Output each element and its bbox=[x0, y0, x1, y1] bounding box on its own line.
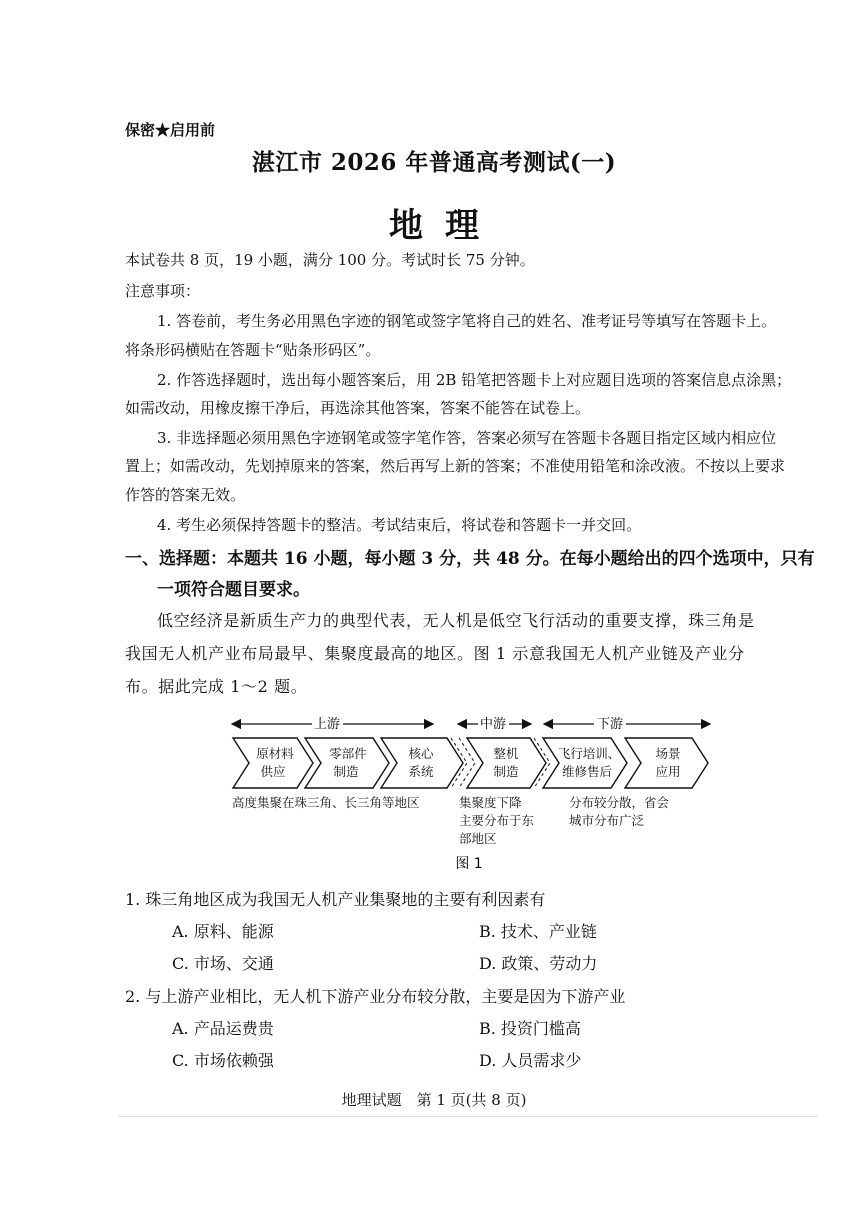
notice-line: 4. 考生必须保持答题卡的整洁。考试结束后，将试卷和答题卡一并交回。 bbox=[157, 516, 642, 534]
notice-heading: 注意事项： bbox=[125, 282, 201, 300]
box-label: 制造 bbox=[333, 764, 359, 779]
answer-option: A. 原料、能源 bbox=[172, 922, 274, 941]
midstream-note: 主要分布于东 bbox=[459, 813, 535, 828]
box-label: 飞行培训、 bbox=[557, 746, 621, 761]
midstream-note: 集聚度下降 bbox=[459, 795, 522, 810]
question-stem: 1. 珠三角地区成为我国无人机产业集聚地的主要有利因素有 bbox=[125, 890, 546, 909]
downstream-note: 城市分布广泛 bbox=[569, 813, 645, 828]
notice-line: 将条形码横贴在答题卡“贴条形码区”。 bbox=[125, 341, 381, 359]
industry-chain-diagram bbox=[0, 705, 868, 880]
answer-option: D. 政策、劳动力 bbox=[479, 954, 598, 973]
answer-option: C. 市场依赖强 bbox=[172, 1051, 274, 1070]
answer-option: B. 技术、产业链 bbox=[479, 922, 597, 941]
answer-option: B. 投资门槛高 bbox=[479, 1019, 581, 1038]
exam-title: 湛江市 2026 年普通高考测试(一) bbox=[251, 149, 617, 176]
intro-line: 低空经济是新质生产力的典型代表，无人机是低空飞行活动的重要支撑，珠三角是 bbox=[157, 611, 755, 630]
box-label: 核心 bbox=[408, 746, 434, 761]
box-label: 维修售后 bbox=[561, 764, 613, 779]
intro-line: 我国无人机产业布局最早、集聚度最高的地区。图 1 示意我国无人机产业链及产业分 bbox=[125, 644, 745, 663]
box-label: 供应 bbox=[260, 764, 286, 779]
box-label: 整机 bbox=[493, 746, 519, 761]
intro-line: 布。据此完成 1～2 题。 bbox=[125, 677, 308, 696]
notice-line: 作答的答案无效。 bbox=[125, 486, 246, 504]
box-label: 零部件 bbox=[329, 746, 367, 761]
upstream-note: 高度集聚在珠三角、长三角等地区 bbox=[232, 795, 420, 810]
downstream-note: 分布较分散，省会 bbox=[569, 795, 670, 810]
figure-caption: 图 1 bbox=[455, 856, 483, 872]
page-footer: 地理试题 第 1 页(共 8 页) bbox=[341, 1091, 527, 1109]
downstream-label: 下游 bbox=[596, 717, 624, 732]
section-heading: 一、选择题：本题共 16 小题，每小题 3 分，共 48 分。在每小题给出的四个选项中，只有 bbox=[125, 549, 815, 569]
box-label: 系统 bbox=[408, 764, 434, 779]
answer-option: A. 产品运费贵 bbox=[172, 1019, 274, 1038]
footer-divider bbox=[118, 1116, 818, 1117]
box-label: 应用 bbox=[655, 764, 681, 779]
exam-info: 本试卷共 8 页，19 小题，满分 100 分。考试时长 75 分钟。 bbox=[125, 251, 535, 269]
subject-title: 地理 bbox=[389, 206, 501, 246]
notice-line: 如需改动，用橡皮擦干净后，再选涂其他答案，答案不能答在试卷上。 bbox=[125, 399, 591, 417]
upstream-label: 上游 bbox=[313, 717, 341, 732]
answer-option: C. 市场、交通 bbox=[172, 954, 274, 973]
notice-line: 置上；如需改动，先划掉原来的答案，然后再写上新的答案；不准使用铅笔和涂改液。不按以上要求 bbox=[125, 457, 786, 475]
notice-line: 1. 答卷前，考生务必用黑色字迹的钢笔或签字笔将自己的姓名、准考证号等填写在答题卡上。 bbox=[157, 312, 777, 330]
notice-line: 3. 非选择题必须用黑色字迹钢笔或签字笔作答，答案必须写在答题卡各题目指定区域内相应位 bbox=[157, 429, 777, 447]
notice-line: 2. 作答选择题时，选出每小题答案后，用 2B 铅笔把答题卡上对应题目选项的答案信息点涂黑； bbox=[157, 371, 792, 389]
question-stem: 2. 与上游产业相比，无人机下游产业分布较分散，主要是因为下游产业 bbox=[125, 987, 626, 1006]
box-label: 场景 bbox=[655, 746, 681, 761]
box-label: 原材料 bbox=[256, 746, 294, 761]
section-heading-cont: 一项符合题目要求。 bbox=[157, 580, 310, 600]
midstream-note: 部地区 bbox=[459, 831, 497, 846]
midstream-label: 中游 bbox=[479, 717, 507, 732]
answer-option: D. 人员需求少 bbox=[479, 1051, 582, 1070]
confidential-label: 保密★启用前 bbox=[125, 121, 216, 139]
box-label: 制造 bbox=[493, 764, 519, 779]
